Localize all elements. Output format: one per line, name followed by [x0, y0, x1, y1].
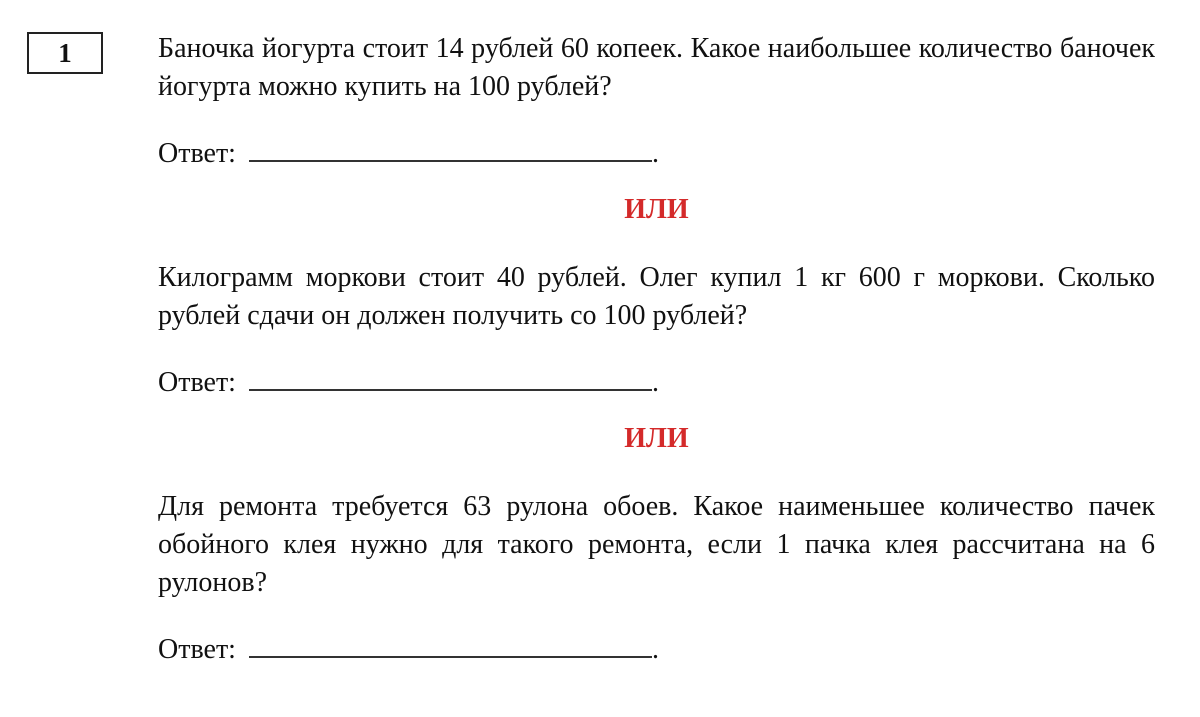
answer-row: [158, 363, 1155, 402]
answer-period: .: [651, 367, 659, 398]
answer-label: Ответ:: [158, 367, 236, 398]
answer-field[interactable]: [249, 363, 652, 391]
variant-3: [158, 488, 1155, 669]
answer-period: .: [651, 138, 659, 169]
variant-2: [158, 259, 1155, 402]
or-separator: ИЛИ: [624, 423, 689, 454]
answer-label: Ответ:: [158, 138, 236, 169]
answer-row: [158, 134, 1155, 173]
task-content: [158, 30, 1155, 669]
or-separator: ИЛИ: [624, 194, 689, 225]
problem-text: Баночка йогурта стоит 14 рублей 60 копеек. Какое наибольшее количество баночек йогурта можно купить на 100 рублей?: [158, 33, 1155, 102]
answer-row: [158, 630, 1155, 669]
answer-field[interactable]: [249, 134, 652, 162]
answer-label: Ответ:: [158, 634, 236, 665]
variant-1: [158, 30, 1155, 173]
answer-period: .: [651, 634, 659, 665]
task-number-box: [27, 32, 103, 74]
problem-text: Для ремонта требуется 63 рулона обоев. Какое наименьшее количество пачек обойного клея нужно для такого ремонта, если 1 пачка клея рассчитана на 6 рулонов?: [158, 491, 1155, 598]
problem-text: Килограмм моркови стоит 40 рублей. Олег купил 1 кг 600 г моркови. Сколько рублей сдачи он должен получить со 100 рублей?: [158, 262, 1155, 331]
task-number: 1: [58, 37, 72, 68]
answer-field[interactable]: [249, 630, 652, 658]
